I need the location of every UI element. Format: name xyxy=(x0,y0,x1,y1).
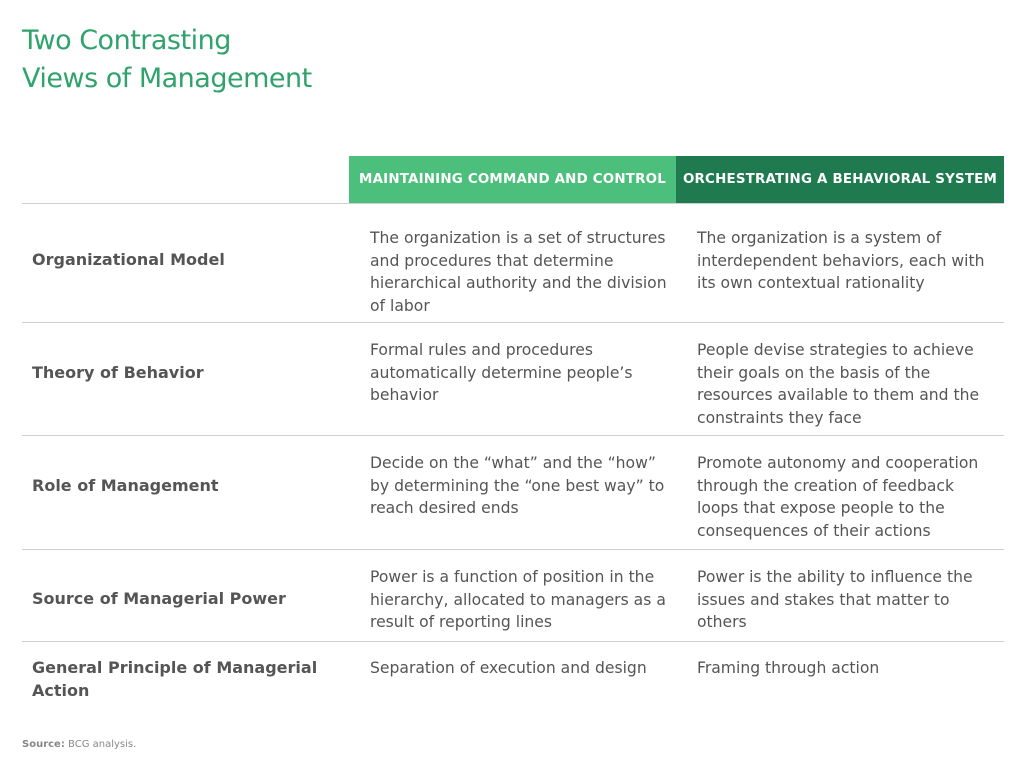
column-header-behavioral-system: ORCHESTRATING A BEHAVIORAL SYSTEM xyxy=(676,156,1004,203)
command-control-cell: Separation of execution and design xyxy=(370,659,647,677)
table-row xyxy=(22,436,1004,550)
behavioral-system-cell: Promote autonomy and cooperation through the creation of feedback loops that expose people to the consequences of their actions xyxy=(697,454,979,540)
command-control-cell: Decide on the “what” and the “how” by determining the “one best way” to reach desired ends xyxy=(370,454,665,518)
row-label: Theory of Behavior xyxy=(32,363,204,382)
command-control-cell: Formal rules and procedures automatically determine people’s behavior xyxy=(370,341,633,405)
table-row xyxy=(22,204,1004,323)
command-control-cell: The organization is a set of structures and procedures that determine hierarchical authority and the division of labor xyxy=(370,229,667,315)
command-control-cell: Power is a function of position in the hierarchy, allocated to managers as a result of reporting lines xyxy=(370,568,666,632)
behavioral-system-cell: People devise strategies to achieve their goals on the basis of the resources available to them and the constraints they face xyxy=(697,341,980,427)
row-label: Source of Managerial Power xyxy=(32,589,286,608)
column-header-command-and-control: MAINTAINING COMMAND AND CONTROL xyxy=(349,156,676,203)
page-title-line-2: Views of Management xyxy=(22,63,312,94)
behavioral-system-cell: Framing through action xyxy=(697,659,880,677)
table-row xyxy=(22,323,1004,436)
table-row xyxy=(22,642,1004,712)
row-label: General Principle of Managerial Action xyxy=(32,658,318,700)
source-note xyxy=(22,739,136,750)
page-title-line-1: Two Contrasting xyxy=(22,25,231,56)
page-title xyxy=(22,22,312,98)
row-label: Role of Management xyxy=(32,476,219,495)
behavioral-system-cell: Power is the ability to influence the issues and stakes that matter to others xyxy=(697,568,973,632)
table-header xyxy=(22,156,1004,204)
source-text: BCG analysis. xyxy=(64,739,137,750)
table-row xyxy=(22,550,1004,642)
source-label: Source: xyxy=(22,739,65,750)
behavioral-system-cell: The organization is a system of interdependent behaviors, each with its own contextual rationality xyxy=(697,229,985,293)
row-label: Organizational Model xyxy=(32,250,225,269)
